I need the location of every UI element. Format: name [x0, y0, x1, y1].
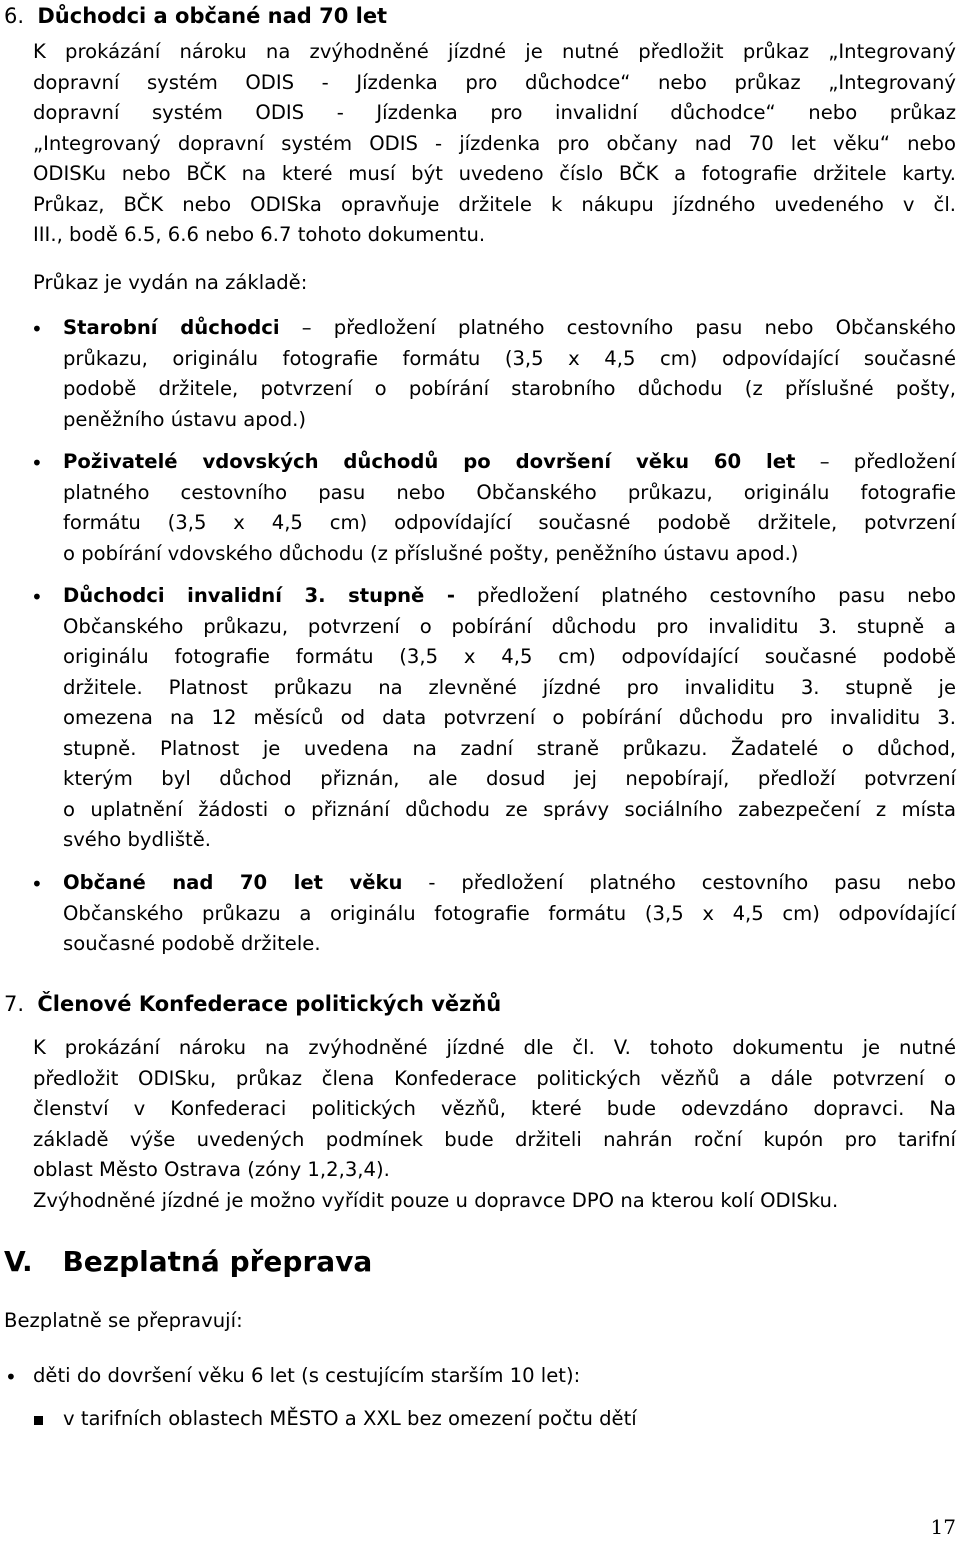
text-line: základě výše uvedených podmínek bude držiteli nahrán roční kupón pro tarifní — [33, 1127, 956, 1151]
text-line: „Integrovaný dopravní systém ODIS - jízdenka pro občany nad 70 let věku“ nebo — [33, 131, 956, 155]
section-title: Členové Konfederace politických vězňů — [37, 992, 502, 1016]
text-line: stupně. Platnost je uvedena na zadní straně průkazu. Žadatelé o důchod, — [63, 736, 956, 760]
text-line: předložení platného cestovního pasu nebo — [477, 584, 956, 607]
text-line: peněžního ústavu apod.) — [63, 407, 307, 431]
text-line: průkazu, originálu fotografie formátu (3,5 x 4,5 cm) odpovídající současné — [63, 346, 956, 370]
item-term: Důchodci invalidní 3. stupně - — [63, 584, 456, 607]
text-line: držitele. Platnost průkazu na zlevněné jízdné pro invaliditu 3. stupně je — [63, 675, 956, 699]
text-line: dopravní systém ODIS - Jízdenka pro invalidní důchodce“ nebo průkaz — [33, 101, 956, 124]
section-number: 6. — [4, 4, 25, 28]
list-item: Poživatelé vdovských důchodů po dovršení věku 60 let – předložení platného cestovního pasu nebo Občanského průkazu, originálu fotografie formátu (3,5 x 4,5 cm) odpovídající současné podobě držitele, potvrzení o pobírání vdovského důchodu (z příslušné pošty, peněžního ústavu apod.) — [63, 447, 956, 569]
issued-label: Průkaz je vydán na základě: — [33, 271, 308, 294]
text-line: K prokázání nároku na zvýhodněné jízdné je nutné předložit průkaz „Integrovaný — [33, 40, 956, 63]
item-term: Poživatelé vdovských důchodů po dovršení věku 60 let — [63, 450, 796, 473]
text-line: ODISKu nebo BČK na které musí být uvedeno číslo BČK a fotografie držitele karty. — [33, 162, 956, 185]
text-line: předložení platného cestovního pasu nebo — [461, 871, 956, 894]
text-line: Občanského průkazu, potvrzení o pobírání důchodu pro invaliditu 3. stupně a — [63, 614, 956, 638]
text-line: o uplatnění žádosti o přiznání důchodu ze správy sociálního zabezpečení z místa — [63, 797, 956, 821]
bullet-icon: • — [5, 1365, 17, 1389]
section-v-heading — [4, 1244, 372, 1280]
text-line: o pobírání vdovského důchodu (z příslušné pošty, peněžního ústavu apod.) — [63, 541, 799, 565]
item-term: Občané nad 70 let věku — [63, 871, 403, 894]
text-line: Průkaz, BČK nebo ODISka opravňuje držitele k nákupu jízdného uvedeného v čl. — [33, 192, 956, 216]
sub-list-item: v tarifních oblastech MĚSTO a XXL bez omezení počtu dětí — [63, 1407, 637, 1430]
bullet-icon: • — [31, 585, 43, 609]
text-line: oblast Město Ostrava (zóny 1,2,3,4). — [33, 1158, 390, 1181]
text-line: K prokázání nároku na zvýhodněné jízdné dle čl. V. tohoto dokumentu je nutné — [33, 1036, 956, 1059]
text-line: kterým byl důchod přiznán, ale dosud jej nepobírají, předloží potvrzení — [63, 767, 956, 790]
section-number: V. — [4, 1245, 33, 1278]
section-7-heading — [4, 989, 501, 1019]
text-line: současné podobě držitele. — [63, 932, 321, 955]
list-item: Občané nad 70 let věku - předložení platného cestovního pasu nebo Občanského průkazu a originálu fotografie formátu (3,5 x 4,5 cm) odpovídající současné podobě držitele. — [63, 868, 956, 960]
section-number: 7. — [4, 992, 25, 1016]
text-line: III., bodě 6.5, 6.6 nebo 6.7 tohoto dokumentu. — [33, 223, 486, 246]
section-6-heading — [4, 1, 387, 31]
text-line: předložit ODISku, průkaz člena Konfederace politických vězňů a dále potvrzení o — [33, 1066, 956, 1090]
text-line: Zvýhodněné jízdné je možno vyřídit pouze u dopravce DPO na kterou kolí ODISku. — [33, 1188, 839, 1212]
text-line: platného cestovního pasu nebo Občanského průkazu, originálu fotografie — [63, 480, 956, 504]
section-title: Důchodci a občané nad 70 let — [37, 4, 388, 28]
square-bullet-icon — [34, 1416, 43, 1425]
list-item: děti do dovršení věku 6 let (s cestujícím starším 10 let): — [33, 1364, 581, 1387]
bullet-icon: • — [31, 872, 43, 896]
text-line: svého bydliště. — [63, 828, 212, 851]
text-line: omezena na 12 měsíců od data potvrzení o pobírání důchodu pro invaliditu 3. — [63, 706, 956, 729]
list-item: Starobní důchodci – předložení platného cestovního pasu nebo Občanského průkazu, originálu fotografie formátu (3,5 x 4,5 cm) odpovídající současné podobě držitele, potvrzení o pobírání starobního důchodu (z příslušné pošty, peněžního ústavu apod.) — [63, 313, 956, 435]
text-line: předložení platného cestovního pasu nebo Občanského — [333, 316, 956, 339]
text-line: dopravní systém ODIS - Jízdenka pro důchodce“ nebo průkaz „Integrovaný — [33, 70, 956, 94]
bullet-icon: • — [31, 317, 43, 341]
text-line: členství v Konfederaci politických vězňů, které bude odevzdáno dopravci. Na — [33, 1097, 956, 1120]
bullet-icon: • — [31, 451, 43, 475]
list-item — [63, 581, 956, 856]
page-number: 17 — [930, 1515, 956, 1539]
section-7-body — [33, 1033, 956, 1216]
text-line: formátu (3,5 x 4,5 cm) odpovídající současné podobě držitele, potvrzení — [63, 511, 956, 534]
section-title: Bezplatná přeprava — [62, 1245, 373, 1278]
text-line: podobě držitele, potvrzení o pobírání starobního důchodu (z příslušné pošty, — [63, 377, 956, 400]
section-6-intro — [33, 37, 956, 251]
section-v-intro: Bezplatně se přepravují: — [4, 1309, 243, 1332]
text-line: Občanského průkazu a originálu fotografie formátu (3,5 x 4,5 cm) odpovídající — [63, 901, 956, 925]
text-line: předložení — [853, 450, 956, 473]
text-line: originálu fotografie formátu (3,5 x 4,5 cm) odpovídající současné podobě — [63, 645, 956, 668]
item-term: Starobní důchodci — [63, 316, 280, 339]
